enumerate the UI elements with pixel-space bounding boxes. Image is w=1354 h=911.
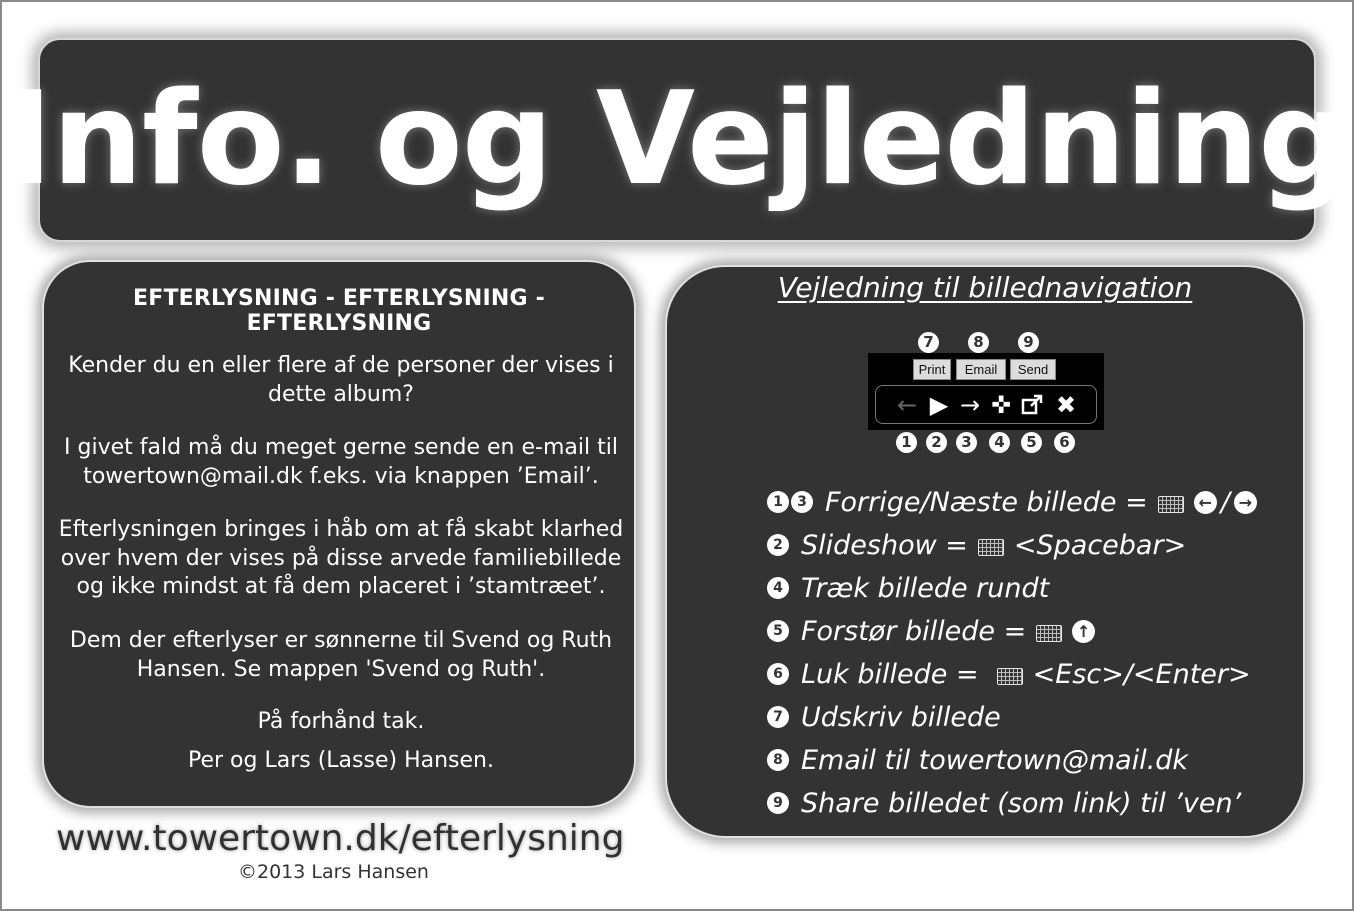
guide-text: Udskriv billede (801, 701, 1001, 733)
number-badge: 4 (767, 577, 789, 599)
keyboard-icon (997, 668, 1023, 685)
number-badge: 9 (767, 792, 789, 814)
number-badge: 3 (791, 491, 813, 513)
keyboard-icon (1036, 625, 1062, 642)
guide-row-print (767, 700, 1001, 734)
guide-heading: Vejledning til billednavigation (777, 271, 1193, 304)
guide-suffix: <Esc>/<Enter> (1032, 658, 1251, 690)
marker-9: 9 (1018, 332, 1039, 353)
send-button[interactable]: Send (1010, 359, 1056, 380)
marker-2: 2 (926, 432, 947, 453)
guide-text: Email til towertown@mail.dk (801, 744, 1189, 776)
number-badge: 2 (767, 534, 789, 556)
email-button[interactable]: Email (956, 359, 1006, 380)
guide-row-email (767, 743, 1188, 777)
notice-signature: Per og Lars (Lasse) Hansen. (188, 748, 494, 773)
notice-paragraph-2: I givet fald må du meget gerne sende en e-mail til towertown@mail.dk f.eks. via knappen ’Email’. (64, 435, 618, 489)
notice-thanks: På forhånd tak. (257, 709, 425, 734)
guide-text: Luk billede = (801, 658, 979, 690)
marker-3: 3 (956, 432, 977, 453)
keyboard-icon (1158, 496, 1184, 513)
number-badge: 7 (767, 706, 789, 728)
guide-row-share (767, 786, 1241, 820)
marker-6: 6 (1054, 432, 1075, 453)
print-button[interactable]: Print (913, 359, 951, 380)
marker-8: 8 (968, 332, 989, 353)
close-icon[interactable]: ✖ (1055, 391, 1077, 419)
number-badge: 5 (767, 620, 789, 642)
viewer-controls (875, 385, 1097, 424)
right-key-icon: → (1234, 491, 1257, 514)
number-badge: 1 (767, 491, 789, 513)
guide-row-drag (767, 571, 1049, 605)
guide-text: Slideshow = (801, 529, 968, 561)
number-badge: 6 (767, 663, 789, 685)
title-banner (5, 38, 1349, 242)
up-key-icon: ↑ (1072, 620, 1095, 643)
page-title: Info. og Vejledning (5, 65, 1349, 214)
wanted-notice-panel (42, 260, 636, 808)
guide-suffix: <Spacebar> (1013, 529, 1187, 561)
guide-text: Forrige/Næste billede = (825, 486, 1148, 518)
notice-paragraph-4: Dem der efterlyser er sønnerne til Svend og Ruth Hansen. Se mappen 'Svend og Ruth'. (69, 628, 613, 682)
marker-7: 7 (918, 332, 939, 353)
marker-1: 1 (896, 432, 917, 453)
keyboard-icon (978, 539, 1004, 556)
guide-text: Forstør billede = (801, 615, 1027, 647)
guide-row-slideshow (767, 528, 1186, 562)
right-arrow-icon[interactable]: → (959, 391, 981, 419)
number-badge: 8 (767, 749, 789, 771)
marker-4: 4 (989, 432, 1010, 453)
navigation-guide-panel (665, 265, 1305, 838)
website-url: www.towertown.dk/efterlysning (56, 818, 625, 859)
play-icon[interactable]: ▶ (929, 391, 949, 419)
guide-suffix: / (1220, 486, 1230, 518)
notice-paragraph-1: Kender du en eller flere af de personer der vises i dette album? (68, 353, 614, 407)
guide-text: Træk billede rundt (801, 572, 1050, 604)
viewer-toolbar-example (868, 353, 1104, 430)
guide-row-enlarge (767, 614, 1095, 648)
move-icon[interactable]: ✜ (990, 391, 1012, 419)
left-key-icon: ← (1194, 491, 1217, 514)
guide-text: Share billedet (som link) til ’ven’ (801, 787, 1242, 819)
guide-row-close (767, 657, 1251, 691)
left-arrow-icon[interactable]: ← (896, 391, 918, 419)
guide-row-prev-next (767, 485, 1257, 519)
copyright-notice: ©2013 Lars Hansen (238, 861, 429, 883)
marker-5: 5 (1021, 432, 1042, 453)
notice-paragraph-3: Efterlysningen bringes i håb om at få skabt klarhed over hvem der vises på disse arvede familiebillede og ikke mindst at få dem placeret i ’stamtræet’. (58, 517, 624, 599)
notice-heading: EFTERLYSNING - EFTERLYSNING - EFTERLYSNING (133, 286, 545, 336)
external-link-icon[interactable] (1019, 392, 1045, 418)
